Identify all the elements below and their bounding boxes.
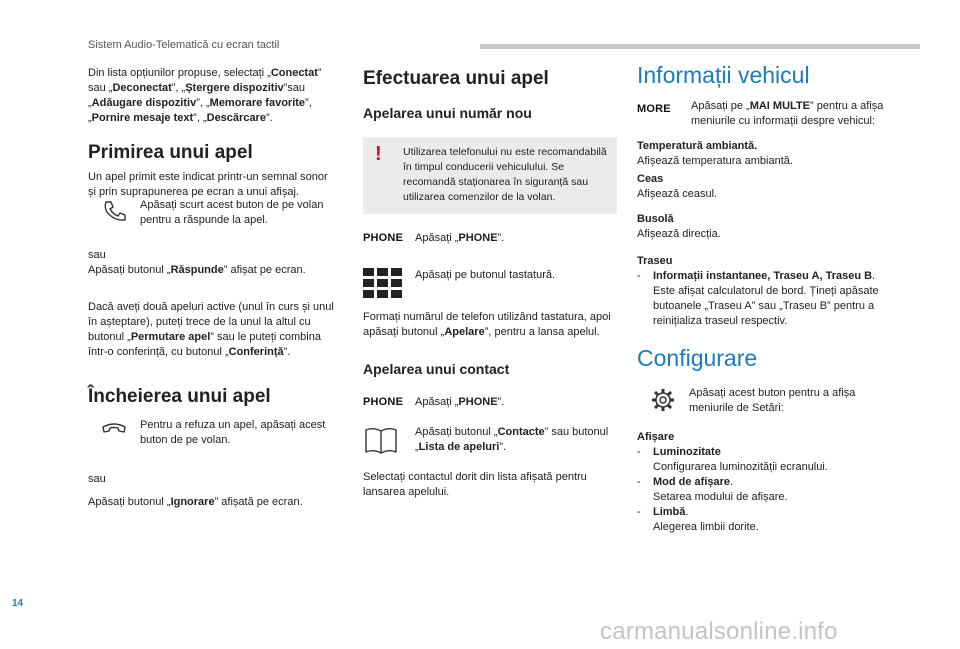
temp-title: Temperatură ambiantă.: [637, 140, 758, 152]
header-bar: [480, 44, 920, 49]
contacts-text: Apăsați butonul „Contacte” sau butonul „Lista de apeluri”.: [415, 426, 609, 453]
phone-row: [363, 231, 617, 246]
press-phone-text-2: Apăsați „PHONE”.: [415, 396, 505, 408]
display-item-language: - Limbă. Alegerea limbii dorite.: [637, 506, 759, 533]
heading-configuration: Configurare: [637, 345, 758, 371]
column-middle: [363, 66, 617, 500]
keypad-row: [363, 268, 617, 298]
or-text-2: sau: [88, 473, 106, 485]
warning-icon: !: [375, 143, 382, 165]
trip-item: - Informații instantanee, Traseu A, Traseu B. Este afișat calculatorul de bord. Țineți apăsate butoanele „Traseu A” sau „Traseu B” pentru a reinițializa traseul respectiv.: [637, 269, 887, 329]
compass-text: Afișează direcția.: [637, 228, 721, 240]
compass-title: Busolă: [637, 213, 674, 225]
column-right: [637, 62, 887, 535]
more-row: [637, 99, 887, 129]
settings-row: [637, 386, 887, 416]
ignore-text: Apăsați butonul „Ignorare” afișată pe ecran.: [88, 496, 303, 508]
trip-title: Traseu: [637, 255, 673, 267]
dial-text: Formați numărul de telefon utilizând tastatura, apoi apăsați butonul „Apelare”, pentru a lansa apelul.: [363, 311, 611, 338]
more-text: Apăsați pe „MAI MULTE” pentru a afișa meniurile cu informații despre vehicul:: [691, 100, 884, 127]
phone-answer-icon: [88, 198, 140, 224]
heading-end-call: Încheierea unui apel: [88, 386, 271, 407]
end-button-row: [88, 418, 338, 448]
clock-title: Ceas: [637, 173, 664, 185]
more-label-icon: MORE: [637, 103, 671, 115]
clock-text: Afișează ceasul.: [637, 188, 718, 200]
keypad-icon: [363, 268, 415, 298]
intro-paragraph: Din lista opțiunilor propuse, selectați „Conectat” sau „Deconectat”, „Ștergere dispozitiv”sau „Adăugare dispozitiv”, „Memorare favorite”, „Pornire mesaje text”, „Descărcare”.: [88, 67, 322, 124]
heading-new-number: Apelarea unui număr nou: [363, 105, 532, 121]
heading-call-contact: Apelarea unui contact: [363, 361, 510, 377]
receive-button-row: [88, 198, 338, 228]
trip-item-text: Este afișat calculatorul de bord. Țineți apăsate butoanele „Traseu A” sau „Traseu B” pentru a reinițializa traseul respectiv.: [653, 285, 879, 327]
answer-text: Apăsați butonul „Răspunde” afișat pe ecran.: [88, 264, 306, 276]
phone-hangup-icon: [88, 418, 140, 442]
receive-button-text: Apăsați scurt acest buton de pe volan pentru a răspunde la apel.: [140, 199, 324, 226]
warning-text: Utilizarea telefonului nu este recomandabilă în timpul conducerii vehiculului. Se recomandă staționarea în siguranță sau utilizarea comenzilor de la volan.: [403, 146, 607, 203]
page-number: 14: [12, 598, 24, 609]
select-contact-text: Selectați contactul dorit din lista afișată pentru lansarea apelului.: [363, 471, 587, 498]
temp-text: Afișează temperatura ambiantă.: [637, 155, 793, 167]
watermark: carmanualsonline.info: [600, 618, 838, 645]
heading-receive-call: Primirea unui apel: [88, 142, 253, 163]
display-title: Afișare: [637, 431, 675, 443]
press-keypad-text: Apăsați pe butonul tastatură.: [415, 269, 556, 281]
two-calls-text: Dacă aveți două apeluri active (unul în curs și unul în așteptare), puteți trece de la unul la altul cu butonul „Permutare apel” sau le puteți combina într-o conferință, cu butonul „Conferință”.: [88, 301, 334, 358]
settings-text: Apăsați acest buton pentru a afișa meniurile de Setări:: [689, 387, 856, 414]
heading-make-call: Efectuarea unui apel: [363, 68, 549, 89]
display-item-brightness: - Luminozitate Configurarea luminozității ecranului.: [637, 446, 828, 473]
display-item-mode: - Mod de afișare. Setarea modului de afișare.: [637, 476, 788, 503]
contacts-row: [363, 425, 617, 455]
gear-icon: [637, 386, 689, 414]
phone-label-icon: PHONE: [363, 232, 404, 244]
phone-label-icon-2: PHONE: [363, 396, 404, 408]
receive-text: Un apel primit este indicat printr-un semnal sonor și prin suprapunerea pe ecran a unui afișaj.: [88, 171, 328, 198]
header-title: Sistem Audio-Telematică cu ecran tactil: [88, 39, 280, 51]
column-left: [88, 66, 338, 510]
warning-box: [363, 137, 617, 214]
press-phone-text: Apăsați „PHONE”.: [415, 232, 505, 244]
or-text: sau: [88, 249, 106, 261]
contacts-book-icon: [363, 425, 415, 455]
heading-vehicle-info: Informații vehicul: [637, 62, 810, 88]
phone-row-2: [363, 395, 617, 410]
end-button-text: Pentru a refuza un apel, apăsați acest buton de pe volan.: [140, 419, 326, 446]
